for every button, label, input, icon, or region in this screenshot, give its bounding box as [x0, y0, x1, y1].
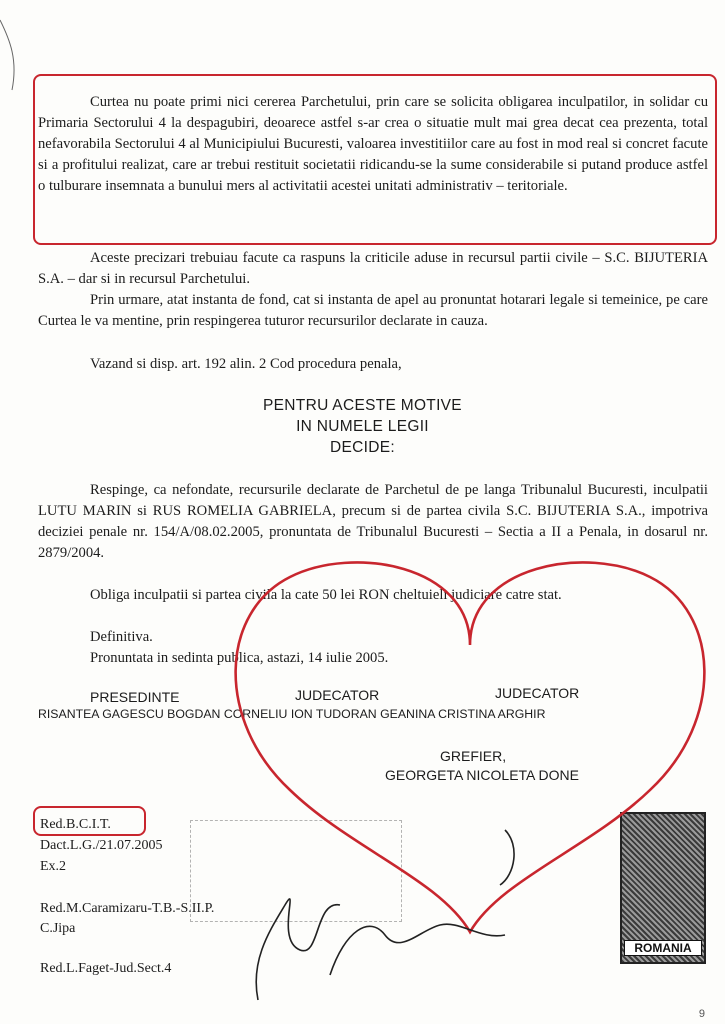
signatories-names: RISANTEA GAGESCU BOGDAN CORNELIU ION TUDORAN GEANINA CRISTINA ARGHIR [38, 707, 546, 721]
paragraph-prin-urmare: Prin urmare, atat instanta de fond, cat si instanta de apel au pronuntat hotarari legale si temeinice, pe care Curtea le va mentine, prin respingerea tuturor recursurilor declarate in cauza. [38, 292, 708, 329]
footer-jipa: C.Jipa [40, 921, 76, 936]
signature-mark-2 [330, 924, 505, 975]
clerk-name: GEORGETA NICOLETA DONE [385, 767, 579, 783]
scan-edge-mark [0, 20, 14, 90]
heart-annotation-icon [236, 562, 705, 932]
judge2-title: JUDECATOR [495, 685, 580, 701]
paragraph-parchet-request: Curtea nu poate primi nici cererea Parchetului, prin care se solicita obligarea inculpatilor, in solidar cu Primaria Sectorului 4 la despagubiri, deoarece astfel s-ar crea o situatie mult mai grea decat cea prezenta, total nefavorabila Sectorului 4 al Municipiului Bucuresti, valoarea investitiilor care au fost in mod real si concret facute si a profitului realizat, care ar trebui restituit societatii ridicandu-se la sume considerabile si putand produce astfel o tulburare insemnata a bunului mers al activitatii acestei unitati administrativ – teritoriale. [38, 94, 708, 194]
heading-legii: IN NUMELE LEGII [296, 418, 429, 435]
paragraph-vazand: Vazand si disp. art. 192 alin. 2 Cod procedura penala, [90, 356, 402, 372]
clerk-title: GREFIER, [440, 748, 507, 764]
decision-obliga: Obliga inculpatii si partea civila la cate 50 lei RON cheltuieli judiciare catre stat. [90, 587, 562, 603]
footer-exemplare: Ex.2 [40, 859, 67, 874]
signature-mark-1 [256, 899, 340, 1000]
judge1-title: JUDECATOR [295, 687, 380, 703]
heading-decide: DECIDE: [330, 439, 395, 456]
decision-respinge: Respinge, ca nefondate, recursurile declarate de Parchetul de pe langa Tribunalul Bucuresti, inculpatii LUTU MARIN si RUS ROMELIA GABRIELA, precum si de partea civila S.C. BIJUTERIA S.A., impotriva deciziei penale nr. 154/A/08.02.2005, pronuntata de Tribunalul Bucuresti – Sectia a II a Penala, in dosarul nr. 2879/2004. [38, 482, 708, 561]
decision-definitiva: Definitiva. [90, 629, 153, 645]
president-title: PRESEDINTE [90, 689, 180, 705]
footer-dactilografiat: Dact.L.G./21.07.2005 [40, 838, 163, 853]
footer-redactor: Red.B.C.I.T. [40, 817, 111, 832]
heading-motive: PENTRU ACESTE MOTIVE [263, 397, 462, 414]
paragraph-precizari: Aceste precizari trebuiau facute ca raspuns la criticile aduse in recursul partii civile – S.C. BIJUTERIA S.A. – dar si in recursul Parchetului. [38, 250, 708, 287]
page-number: 9 [698, 1008, 705, 1020]
decision-pronuntata: Pronuntata in sedinta publica, astazi, 14 iulie 2005. [90, 650, 389, 666]
signature-mark-3 [500, 830, 514, 885]
footer-red-caramizaru: Red.M.Caramizaru-T.B.-S.II.P. [40, 901, 215, 916]
fiscal-stamp-label: ROMANIA [624, 940, 702, 956]
footer-red-faget: Red.L.Faget-Jud.Sect.4 [40, 961, 172, 976]
